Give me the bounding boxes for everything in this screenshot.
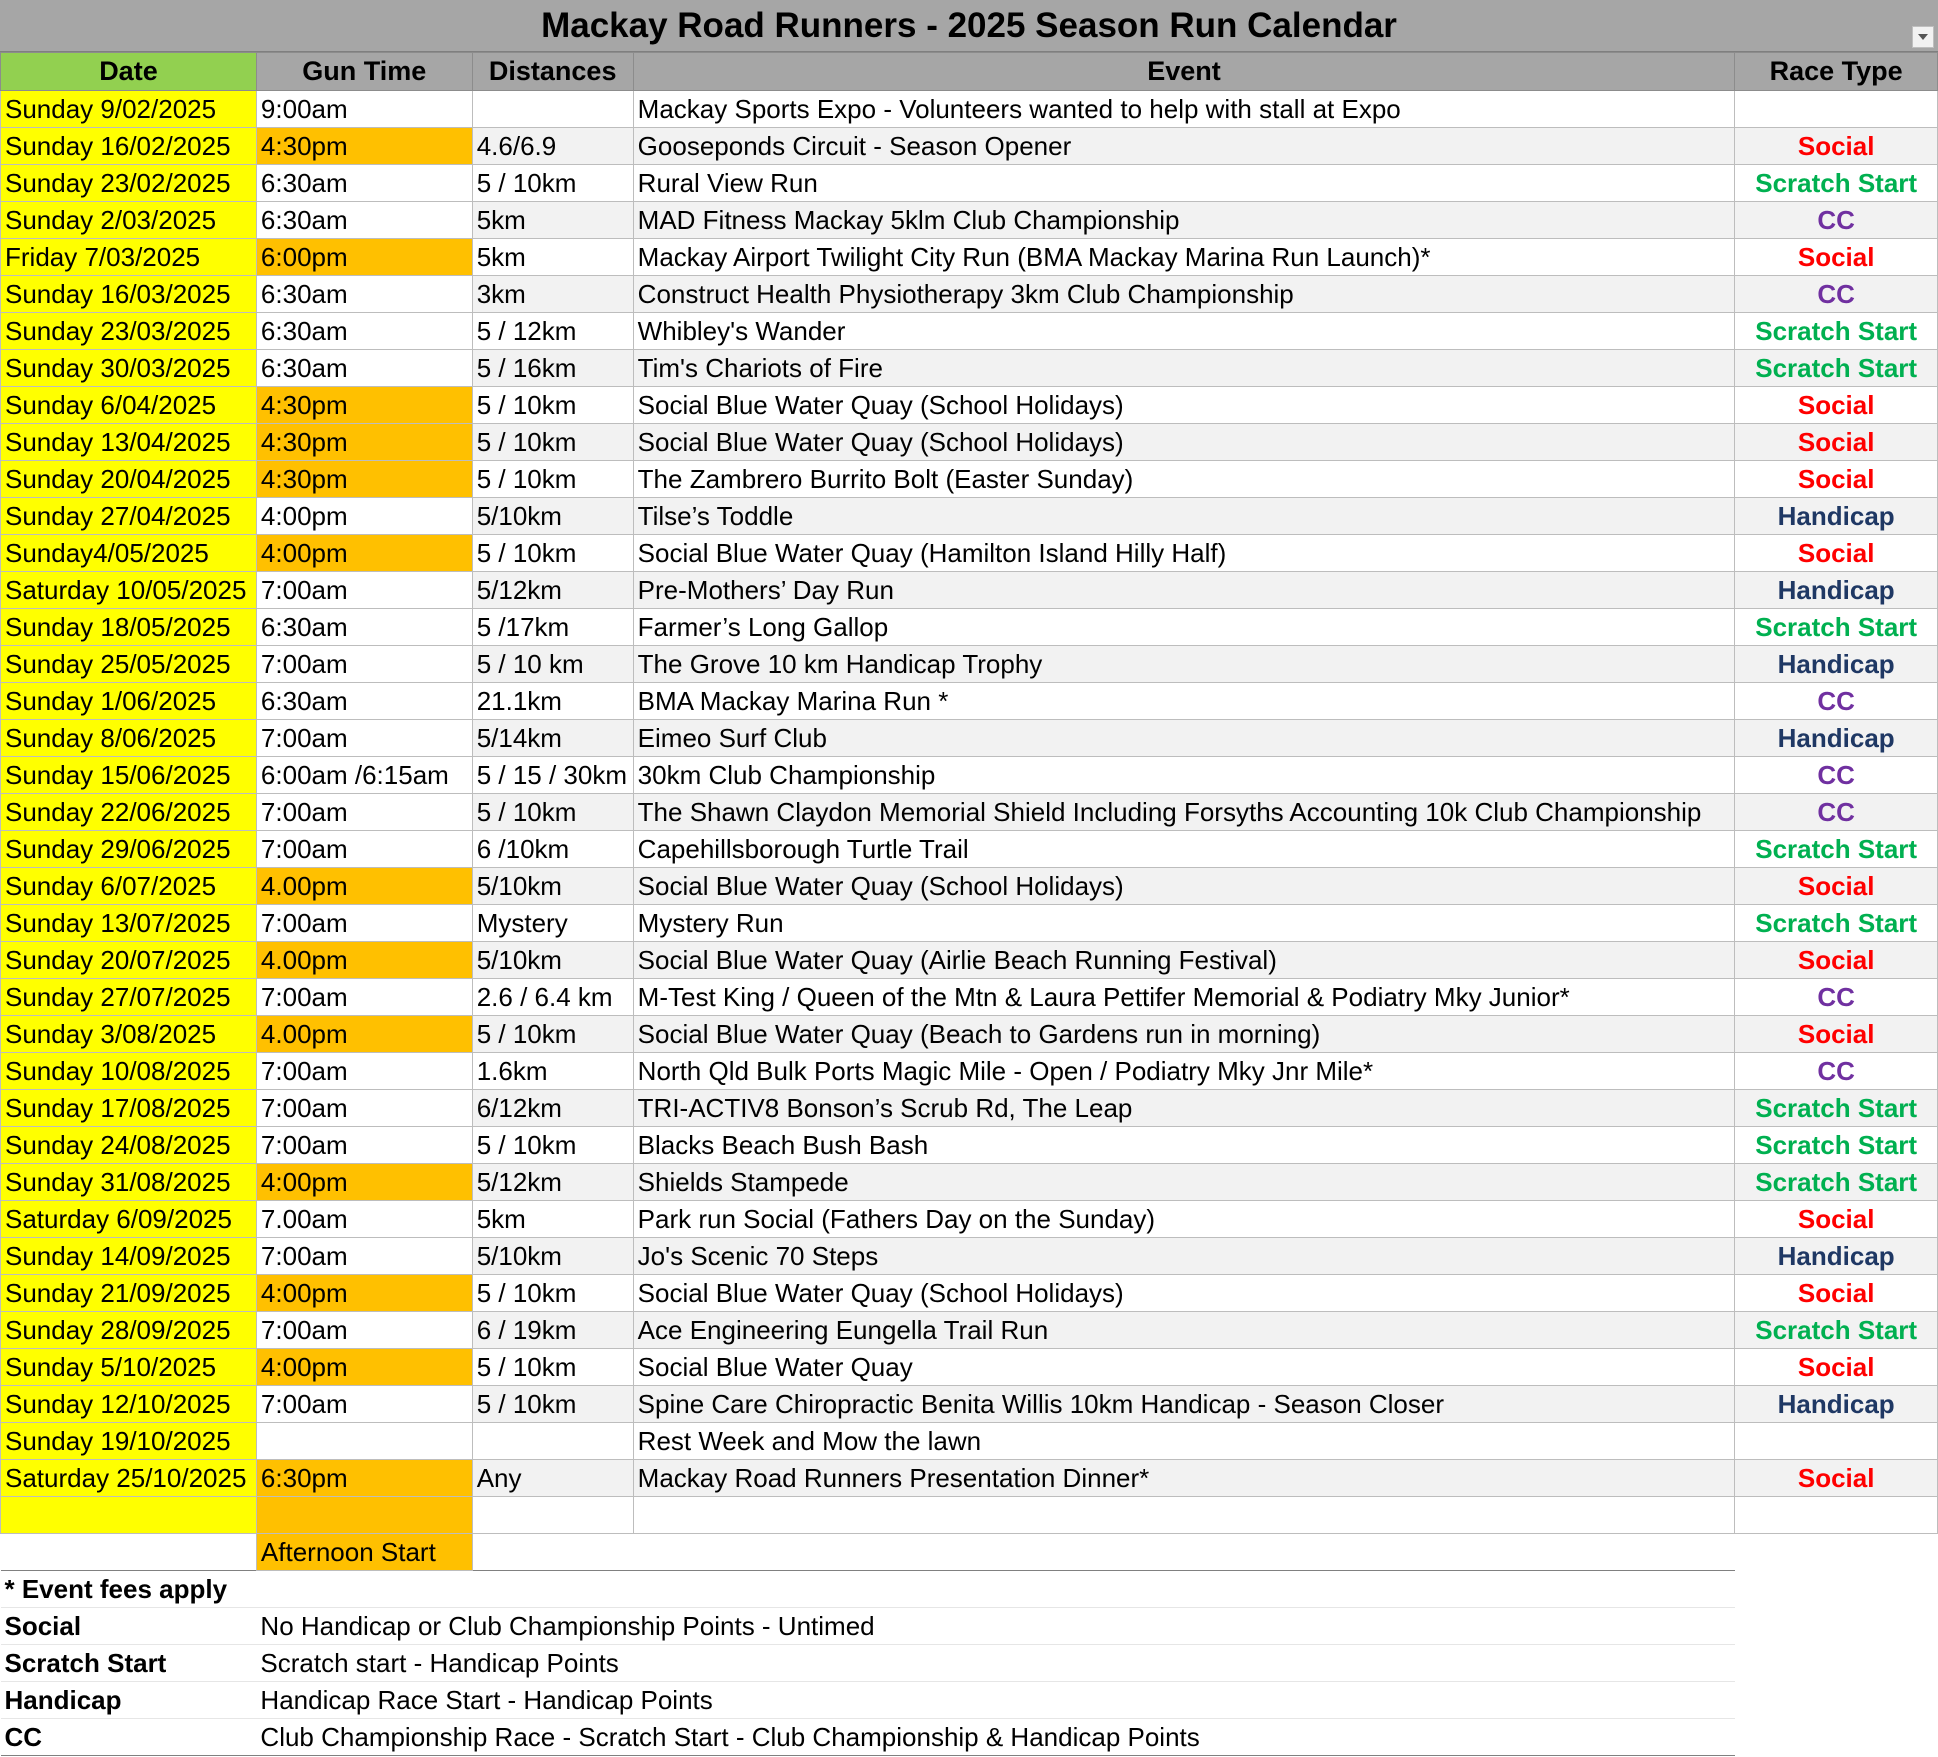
table-row [1, 868, 1938, 905]
table-row [1, 1090, 1938, 1127]
race-type-cell[interactable]: Social [1735, 128, 1938, 165]
date-cell[interactable]: Sunday 8/06/2025 [1, 720, 257, 757]
event-cell[interactable]: Capehillsborough Turtle Trail [633, 831, 1735, 868]
gun-time-cell[interactable]: 9:00am [256, 91, 472, 128]
race-type-cell[interactable]: CC [1735, 794, 1938, 831]
race-type-cell[interactable]: Scratch Start [1735, 905, 1938, 942]
event-cell[interactable]: Farmer’s Long Gallop [633, 609, 1735, 646]
distance-cell[interactable]: Any [472, 1460, 633, 1497]
date-cell[interactable]: Sunday 9/02/2025 [1, 91, 257, 128]
header-row [1, 53, 1938, 91]
table-row [1, 1127, 1938, 1164]
event-cell[interactable]: Social Blue Water Quay (School Holidays) [633, 1275, 1735, 1312]
legend-section [1, 1534, 1938, 1756]
distance-cell[interactable]: 5 / 15 / 30km [472, 757, 633, 794]
gun-time-cell[interactable]: 7:00am [256, 831, 472, 868]
event-cell[interactable]: Ace Engineering Eungella Trail Run [633, 1312, 1735, 1349]
date-cell[interactable]: Friday 7/03/2025 [1, 239, 257, 276]
date-cell[interactable]: Sunday 31/08/2025 [1, 1164, 257, 1201]
legend-row [1, 1682, 1938, 1719]
table-row [1, 276, 1938, 313]
race-type-cell[interactable]: CC [1735, 1053, 1938, 1090]
distance-cell[interactable]: 6 / 19km [472, 1312, 633, 1349]
legend-desc-scratch-start[interactable]: Scratch start - Handicap Points [256, 1645, 1734, 1682]
gun-time-cell[interactable]: 7:00am [256, 1238, 472, 1275]
table-row [1, 91, 1938, 128]
race-type-cell[interactable]: Social [1735, 1201, 1938, 1238]
date-cell[interactable] [1, 1497, 257, 1534]
gun-time-cell[interactable]: 7:00am [256, 646, 472, 683]
distance-cell[interactable]: 1.6km [472, 1053, 633, 1090]
date-cell[interactable]: Sunday 6/07/2025 [1, 868, 257, 905]
header-date[interactable]: Date [1, 53, 257, 91]
gun-time-cell[interactable]: 7.00am [256, 1201, 472, 1238]
gun-time-cell[interactable]: 7:00am [256, 794, 472, 831]
race-type-cell[interactable]: Social [1735, 461, 1938, 498]
date-cell[interactable]: Sunday 16/03/2025 [1, 276, 257, 313]
date-cell[interactable]: Sunday 19/10/2025 [1, 1423, 257, 1460]
distance-cell[interactable]: 21.1km [472, 683, 633, 720]
event-cell[interactable]: Mackay Road Runners Presentation Dinner* [633, 1460, 1735, 1497]
legend-desc-social[interactable]: No Handicap or Club Championship Points - Untimed [256, 1608, 1734, 1645]
gun-time-cell[interactable]: 7:00am [256, 1053, 472, 1090]
race-type-cell[interactable] [1735, 1497, 1938, 1534]
race-type-cell[interactable]: Handicap [1735, 572, 1938, 609]
event-cell[interactable]: Jo's Scenic 70 Steps [633, 1238, 1735, 1275]
date-cell[interactable]: Sunday 20/07/2025 [1, 942, 257, 979]
table-row [1, 1312, 1938, 1349]
event-cell[interactable]: Social Blue Water Quay [633, 1349, 1735, 1386]
event-cell[interactable]: Social Blue Water Quay (Airlie Beach Running Festival) [633, 942, 1735, 979]
fees-note[interactable]: * Event fees apply [1, 1571, 473, 1608]
distance-cell[interactable]: 5 / 10km [472, 1127, 633, 1164]
legend-key-scratch-start[interactable]: Scratch Start [1, 1645, 257, 1682]
date-cell[interactable]: Sunday 15/06/2025 [1, 757, 257, 794]
table-row [1, 239, 1938, 276]
distance-cell[interactable]: 5 / 10km [472, 1349, 633, 1386]
race-type-cell[interactable]: Handicap [1735, 720, 1938, 757]
header-distances[interactable]: Distances [472, 53, 633, 91]
race-type-cell[interactable]: Social [1735, 387, 1938, 424]
distance-cell[interactable]: 5km [472, 1201, 633, 1238]
event-cell[interactable]: Spine Care Chiropractic Benita Willis 10km Handicap - Season Closer [633, 1386, 1735, 1423]
table-row [1, 942, 1938, 979]
distance-cell[interactable]: 5 / 16km [472, 350, 633, 387]
gun-time-cell[interactable]: 6:30am [256, 313, 472, 350]
gun-time-cell[interactable]: 4:30pm [256, 424, 472, 461]
gun-time-cell[interactable]: 7:00am [256, 1090, 472, 1127]
date-cell[interactable]: Sunday 17/08/2025 [1, 1090, 257, 1127]
distance-cell[interactable]: 5 / 10km [472, 165, 633, 202]
race-type-cell[interactable]: Scratch Start [1735, 313, 1938, 350]
table-row [1, 461, 1938, 498]
event-cell[interactable]: Rest Week and Mow the lawn [633, 1423, 1735, 1460]
table-row [1, 572, 1938, 609]
gun-time-cell[interactable]: 7:00am [256, 905, 472, 942]
table-row [1, 350, 1938, 387]
distance-cell[interactable]: 5/10km [472, 868, 633, 905]
legend-row [1, 1719, 1938, 1756]
gun-time-cell[interactable]: 6:30am [256, 202, 472, 239]
distance-cell[interactable]: 6/12km [472, 1090, 633, 1127]
event-cell[interactable]: Eimeo Surf Club [633, 720, 1735, 757]
distance-cell[interactable]: 5/12km [472, 572, 633, 609]
race-type-cell[interactable]: CC [1735, 979, 1938, 1016]
gun-time-cell[interactable]: 4:30pm [256, 461, 472, 498]
distance-cell[interactable]: 5 / 10km [472, 1386, 633, 1423]
table-row [1, 387, 1938, 424]
event-cell[interactable]: BMA Mackay Marina Run * [633, 683, 1735, 720]
event-cell[interactable]: Mackay Sports Expo - Volunteers wanted to help with stall at Expo [633, 91, 1735, 128]
distance-cell[interactable]: 5km [472, 239, 633, 276]
date-cell[interactable]: Sunday 12/10/2025 [1, 1386, 257, 1423]
table-row [1, 498, 1938, 535]
distance-cell[interactable]: 6 /10km [472, 831, 633, 868]
date-cell[interactable]: Sunday 13/04/2025 [1, 424, 257, 461]
gun-time-cell[interactable] [256, 1423, 472, 1460]
gun-time-cell[interactable]: 4:00pm [256, 1275, 472, 1312]
gun-time-cell[interactable]: 7:00am [256, 1127, 472, 1164]
date-cell[interactable]: Sunday 30/03/2025 [1, 350, 257, 387]
gun-time-cell[interactable]: 7:00am [256, 979, 472, 1016]
date-cell[interactable]: Sunday 23/02/2025 [1, 165, 257, 202]
table-row [1, 646, 1938, 683]
distance-cell[interactable]: 4.6/6.9 [472, 128, 633, 165]
distance-cell[interactable]: 2.6 / 6.4 km [472, 979, 633, 1016]
date-cell[interactable]: Sunday 16/02/2025 [1, 128, 257, 165]
sheet-title: Mackay Road Runners - 2025 Season Run Calendar [0, 0, 1938, 52]
event-cell[interactable]: 30km Club Championship [633, 757, 1735, 794]
gun-time-cell[interactable]: 6:30am [256, 276, 472, 313]
event-cell[interactable]: Gooseponds Circuit - Season Opener [633, 128, 1735, 165]
distance-cell[interactable]: 5 / 10km [472, 1275, 633, 1312]
gun-time-cell[interactable] [256, 1497, 472, 1534]
table-row [1, 1497, 1938, 1534]
empty-cell [633, 1571, 1735, 1608]
empty-cell [472, 1534, 633, 1571]
gun-time-cell[interactable]: 6:30am [256, 165, 472, 202]
event-cell[interactable]: Social Blue Water Quay (Beach to Gardens run in morning) [633, 1016, 1735, 1053]
table-row [1, 720, 1938, 757]
table-row [1, 609, 1938, 646]
table-row [1, 831, 1938, 868]
gun-time-cell[interactable]: 4:00pm [256, 1164, 472, 1201]
event-cell[interactable]: Social Blue Water Quay (School Holidays) [633, 424, 1735, 461]
header-event[interactable]: Event [633, 53, 1735, 91]
distance-cell[interactable]: 5 / 10km [472, 424, 633, 461]
table-row [1, 128, 1938, 165]
date-cell[interactable]: Sunday 23/03/2025 [1, 313, 257, 350]
distance-cell[interactable]: 5 / 10km [472, 387, 633, 424]
gun-time-cell[interactable]: 4:30pm [256, 387, 472, 424]
header-gun-time[interactable]: Gun Time [256, 53, 472, 91]
calendar-rows [1, 91, 1938, 1534]
race-type-cell[interactable]: Scratch Start [1735, 350, 1938, 387]
gun-time-cell[interactable]: 4:30pm [256, 128, 472, 165]
race-type-cell[interactable]: Social [1735, 868, 1938, 905]
empty-cell [633, 1534, 1735, 1571]
date-cell[interactable]: Saturday 6/09/2025 [1, 1201, 257, 1238]
race-type-cell[interactable]: Scratch Start [1735, 831, 1938, 868]
event-cell[interactable]: Mystery Run [633, 905, 1735, 942]
date-cell[interactable]: Sunday 24/08/2025 [1, 1127, 257, 1164]
legend-key-handicap[interactable]: Handicap [1, 1682, 257, 1719]
gun-time-cell[interactable]: 7:00am [256, 720, 472, 757]
empty-cell [1735, 1571, 1938, 1608]
event-cell[interactable]: TRI-ACTIV8 Bonson’s Scrub Rd, The Leap [633, 1090, 1735, 1127]
distance-cell[interactable]: 5/14km [472, 720, 633, 757]
fees-note-row [1, 1571, 1938, 1608]
event-cell[interactable]: M-Test King / Queen of the Mtn & Laura Pettifer Memorial & Podiatry Mky Junior* [633, 979, 1735, 1016]
date-cell[interactable]: Sunday 2/03/2025 [1, 202, 257, 239]
date-cell[interactable]: Sunday 13/07/2025 [1, 905, 257, 942]
legend-row [1, 1608, 1938, 1645]
event-cell[interactable]: North Qld Bulk Ports Magic Mile - Open / Podiatry Mky Jnr Mile* [633, 1053, 1735, 1090]
filter-dropdown-button[interactable] [1912, 26, 1934, 48]
race-type-cell[interactable]: Scratch Start [1735, 609, 1938, 646]
legend-desc-handicap[interactable]: Handicap Race Start - Handicap Points [256, 1682, 1734, 1719]
race-type-cell[interactable]: Social [1735, 1275, 1938, 1312]
distance-cell[interactable]: 5 / 10km [472, 1016, 633, 1053]
date-cell[interactable]: Sunday 6/04/2025 [1, 387, 257, 424]
table-row [1, 165, 1938, 202]
date-cell[interactable]: Saturday 10/05/2025 [1, 572, 257, 609]
gun-time-cell[interactable]: 6:30am [256, 683, 472, 720]
date-cell[interactable]: Sunday 18/05/2025 [1, 609, 257, 646]
event-cell[interactable]: The Grove 10 km Handicap Trophy [633, 646, 1735, 683]
date-cell[interactable]: Sunday 28/09/2025 [1, 1312, 257, 1349]
table-row [1, 1275, 1938, 1312]
race-type-cell[interactable]: Social [1735, 424, 1938, 461]
race-type-cell[interactable]: Handicap [1735, 1238, 1938, 1275]
race-type-cell[interactable] [1735, 1423, 1938, 1460]
event-cell[interactable]: The Zambrero Burrito Bolt (Easter Sunday) [633, 461, 1735, 498]
race-type-cell[interactable]: Scratch Start [1735, 1312, 1938, 1349]
legend-desc-cc[interactable]: Club Championship Race - Scratch Start - Club Championship & Handicap Points [256, 1719, 1734, 1756]
afternoon-start-key[interactable]: Afternoon Start [256, 1534, 472, 1571]
table-row [1, 1164, 1938, 1201]
event-cell[interactable]: Tim's Chariots of Fire [633, 350, 1735, 387]
race-type-cell[interactable]: CC [1735, 276, 1938, 313]
dropdown-arrow-icon [1918, 33, 1928, 41]
distance-cell[interactable]: 5 / 12km [472, 313, 633, 350]
distance-cell[interactable] [472, 1497, 633, 1534]
header-race-type[interactable]: Race Type [1735, 53, 1938, 91]
distance-cell[interactable]: Mystery [472, 905, 633, 942]
table-row [1, 202, 1938, 239]
gun-time-cell[interactable]: 6:00pm [256, 239, 472, 276]
race-type-cell[interactable]: Social [1735, 535, 1938, 572]
event-cell[interactable]: Blacks Beach Bush Bash [633, 1127, 1735, 1164]
distance-cell[interactable]: 5 / 10km [472, 794, 633, 831]
event-cell[interactable]: Social Blue Water Quay (School Holidays) [633, 387, 1735, 424]
table-row [1, 1238, 1938, 1275]
table-row [1, 979, 1938, 1016]
race-type-cell[interactable]: Scratch Start [1735, 1164, 1938, 1201]
race-type-cell[interactable]: Social [1735, 239, 1938, 276]
race-type-cell[interactable]: Social [1735, 1460, 1938, 1497]
event-cell[interactable]: Rural View Run [633, 165, 1735, 202]
table-row [1, 313, 1938, 350]
gun-time-cell[interactable]: 4:00pm [256, 498, 472, 535]
distance-cell[interactable]: 5/10km [472, 1238, 633, 1275]
distance-cell[interactable]: 5/12km [472, 1164, 633, 1201]
date-cell[interactable]: Sunday 5/10/2025 [1, 1349, 257, 1386]
date-cell[interactable]: Sunday 27/07/2025 [1, 979, 257, 1016]
distance-cell[interactable]: 5 / 10km [472, 535, 633, 572]
event-cell[interactable]: Mackay Airport Twilight City Run (BMA Mackay Marina Run Launch)* [633, 239, 1735, 276]
empty-cell [1, 1534, 257, 1571]
event-cell[interactable]: Construct Health Physiotherapy 3km Club Championship [633, 276, 1735, 313]
race-type-cell[interactable]: Scratch Start [1735, 1127, 1938, 1164]
table-row [1, 1423, 1938, 1460]
event-cell[interactable]: Park run Social (Fathers Day on the Sunday) [633, 1201, 1735, 1238]
legend-key-cc[interactable]: CC [1, 1719, 257, 1756]
race-type-cell[interactable] [1735, 91, 1938, 128]
gun-time-cell[interactable]: 6:30am [256, 609, 472, 646]
gun-time-cell[interactable]: 7:00am [256, 1386, 472, 1423]
legend-row [1, 1645, 1938, 1682]
race-type-cell[interactable]: Social [1735, 1349, 1938, 1386]
date-cell[interactable]: Sunday4/05/2025 [1, 535, 257, 572]
event-cell[interactable]: Pre-Mothers’ Day Run [633, 572, 1735, 609]
table-row [1, 424, 1938, 461]
table-row [1, 1201, 1938, 1238]
date-cell[interactable]: Sunday 29/06/2025 [1, 831, 257, 868]
race-type-cell[interactable]: Handicap [1735, 1386, 1938, 1423]
distance-cell[interactable]: 5/10km [472, 942, 633, 979]
gun-time-cell[interactable]: 4.00pm [256, 868, 472, 905]
distance-cell[interactable]: 3km [472, 276, 633, 313]
race-type-cell[interactable]: CC [1735, 683, 1938, 720]
event-cell[interactable]: Social Blue Water Quay (School Holidays) [633, 868, 1735, 905]
gun-time-cell[interactable]: 4.00pm [256, 942, 472, 979]
gun-time-cell[interactable]: 4:00pm [256, 1349, 472, 1386]
date-cell[interactable]: Sunday 20/04/2025 [1, 461, 257, 498]
date-cell[interactable]: Sunday 1/06/2025 [1, 683, 257, 720]
event-cell[interactable]: Social Blue Water Quay (Hamilton Island Hilly Half) [633, 535, 1735, 572]
table-row [1, 1460, 1938, 1497]
race-type-cell[interactable]: CC [1735, 757, 1938, 794]
gun-time-cell[interactable]: 4:00pm [256, 535, 472, 572]
empty-cell [1735, 1719, 1938, 1756]
gun-time-cell[interactable]: 4.00pm [256, 1016, 472, 1053]
date-cell[interactable]: Sunday 3/08/2025 [1, 1016, 257, 1053]
table-row [1, 1016, 1938, 1053]
distance-cell[interactable] [472, 1423, 633, 1460]
table-row [1, 1349, 1938, 1386]
date-cell[interactable]: Sunday 25/05/2025 [1, 646, 257, 683]
event-cell[interactable] [633, 1497, 1735, 1534]
table-row [1, 757, 1938, 794]
race-type-cell[interactable]: Social [1735, 942, 1938, 979]
table-row [1, 794, 1938, 831]
date-cell[interactable]: Sunday 27/04/2025 [1, 498, 257, 535]
empty-cell [1735, 1645, 1938, 1682]
distance-cell[interactable]: 5 / 10km [472, 461, 633, 498]
date-cell[interactable]: Sunday 10/08/2025 [1, 1053, 257, 1090]
table-row [1, 1386, 1938, 1423]
date-cell[interactable]: Sunday 22/06/2025 [1, 794, 257, 831]
empty-cell [1735, 1534, 1938, 1571]
race-type-cell[interactable]: CC [1735, 202, 1938, 239]
event-cell[interactable]: Tilse’s Toddle [633, 498, 1735, 535]
empty-cell [472, 1571, 633, 1608]
event-cell[interactable]: Whibley's Wander [633, 313, 1735, 350]
date-cell[interactable]: Sunday 14/09/2025 [1, 1238, 257, 1275]
race-type-cell[interactable]: Scratch Start [1735, 1090, 1938, 1127]
empty-cell [1735, 1682, 1938, 1719]
table-row [1, 683, 1938, 720]
calendar-table [0, 52, 1938, 1756]
race-type-cell[interactable]: Social [1735, 1016, 1938, 1053]
distance-cell[interactable]: 5/10km [472, 498, 633, 535]
distance-cell[interactable] [472, 91, 633, 128]
gun-time-cell[interactable]: 7:00am [256, 1312, 472, 1349]
gun-time-cell[interactable]: 7:00am [256, 572, 472, 609]
event-cell[interactable]: MAD Fitness Mackay 5klm Club Championship [633, 202, 1735, 239]
race-type-cell[interactable]: Handicap [1735, 498, 1938, 535]
gun-time-cell[interactable]: 6:30pm [256, 1460, 472, 1497]
table-row [1, 535, 1938, 572]
afternoon-key-row [1, 1534, 1938, 1571]
distance-cell[interactable]: 5 / 10 km [472, 646, 633, 683]
date-cell[interactable]: Saturday 25/10/2025 [1, 1460, 257, 1497]
event-cell[interactable]: The Shawn Claydon Memorial Shield Including Forsyths Accounting 10k Club Championship [633, 794, 1735, 831]
date-cell[interactable]: Sunday 21/09/2025 [1, 1275, 257, 1312]
race-type-cell[interactable]: Scratch Start [1735, 165, 1938, 202]
gun-time-cell[interactable]: 6:30am [256, 350, 472, 387]
distance-cell[interactable]: 5km [472, 202, 633, 239]
empty-cell [1735, 1608, 1938, 1645]
gun-time-cell[interactable]: 6:00am /6:15am [256, 757, 472, 794]
distance-cell[interactable]: 5 /17km [472, 609, 633, 646]
event-cell[interactable]: Shields Stampede [633, 1164, 1735, 1201]
legend-key-social[interactable]: Social [1, 1608, 257, 1645]
table-row [1, 1053, 1938, 1090]
race-type-cell[interactable]: Handicap [1735, 646, 1938, 683]
table-row [1, 905, 1938, 942]
